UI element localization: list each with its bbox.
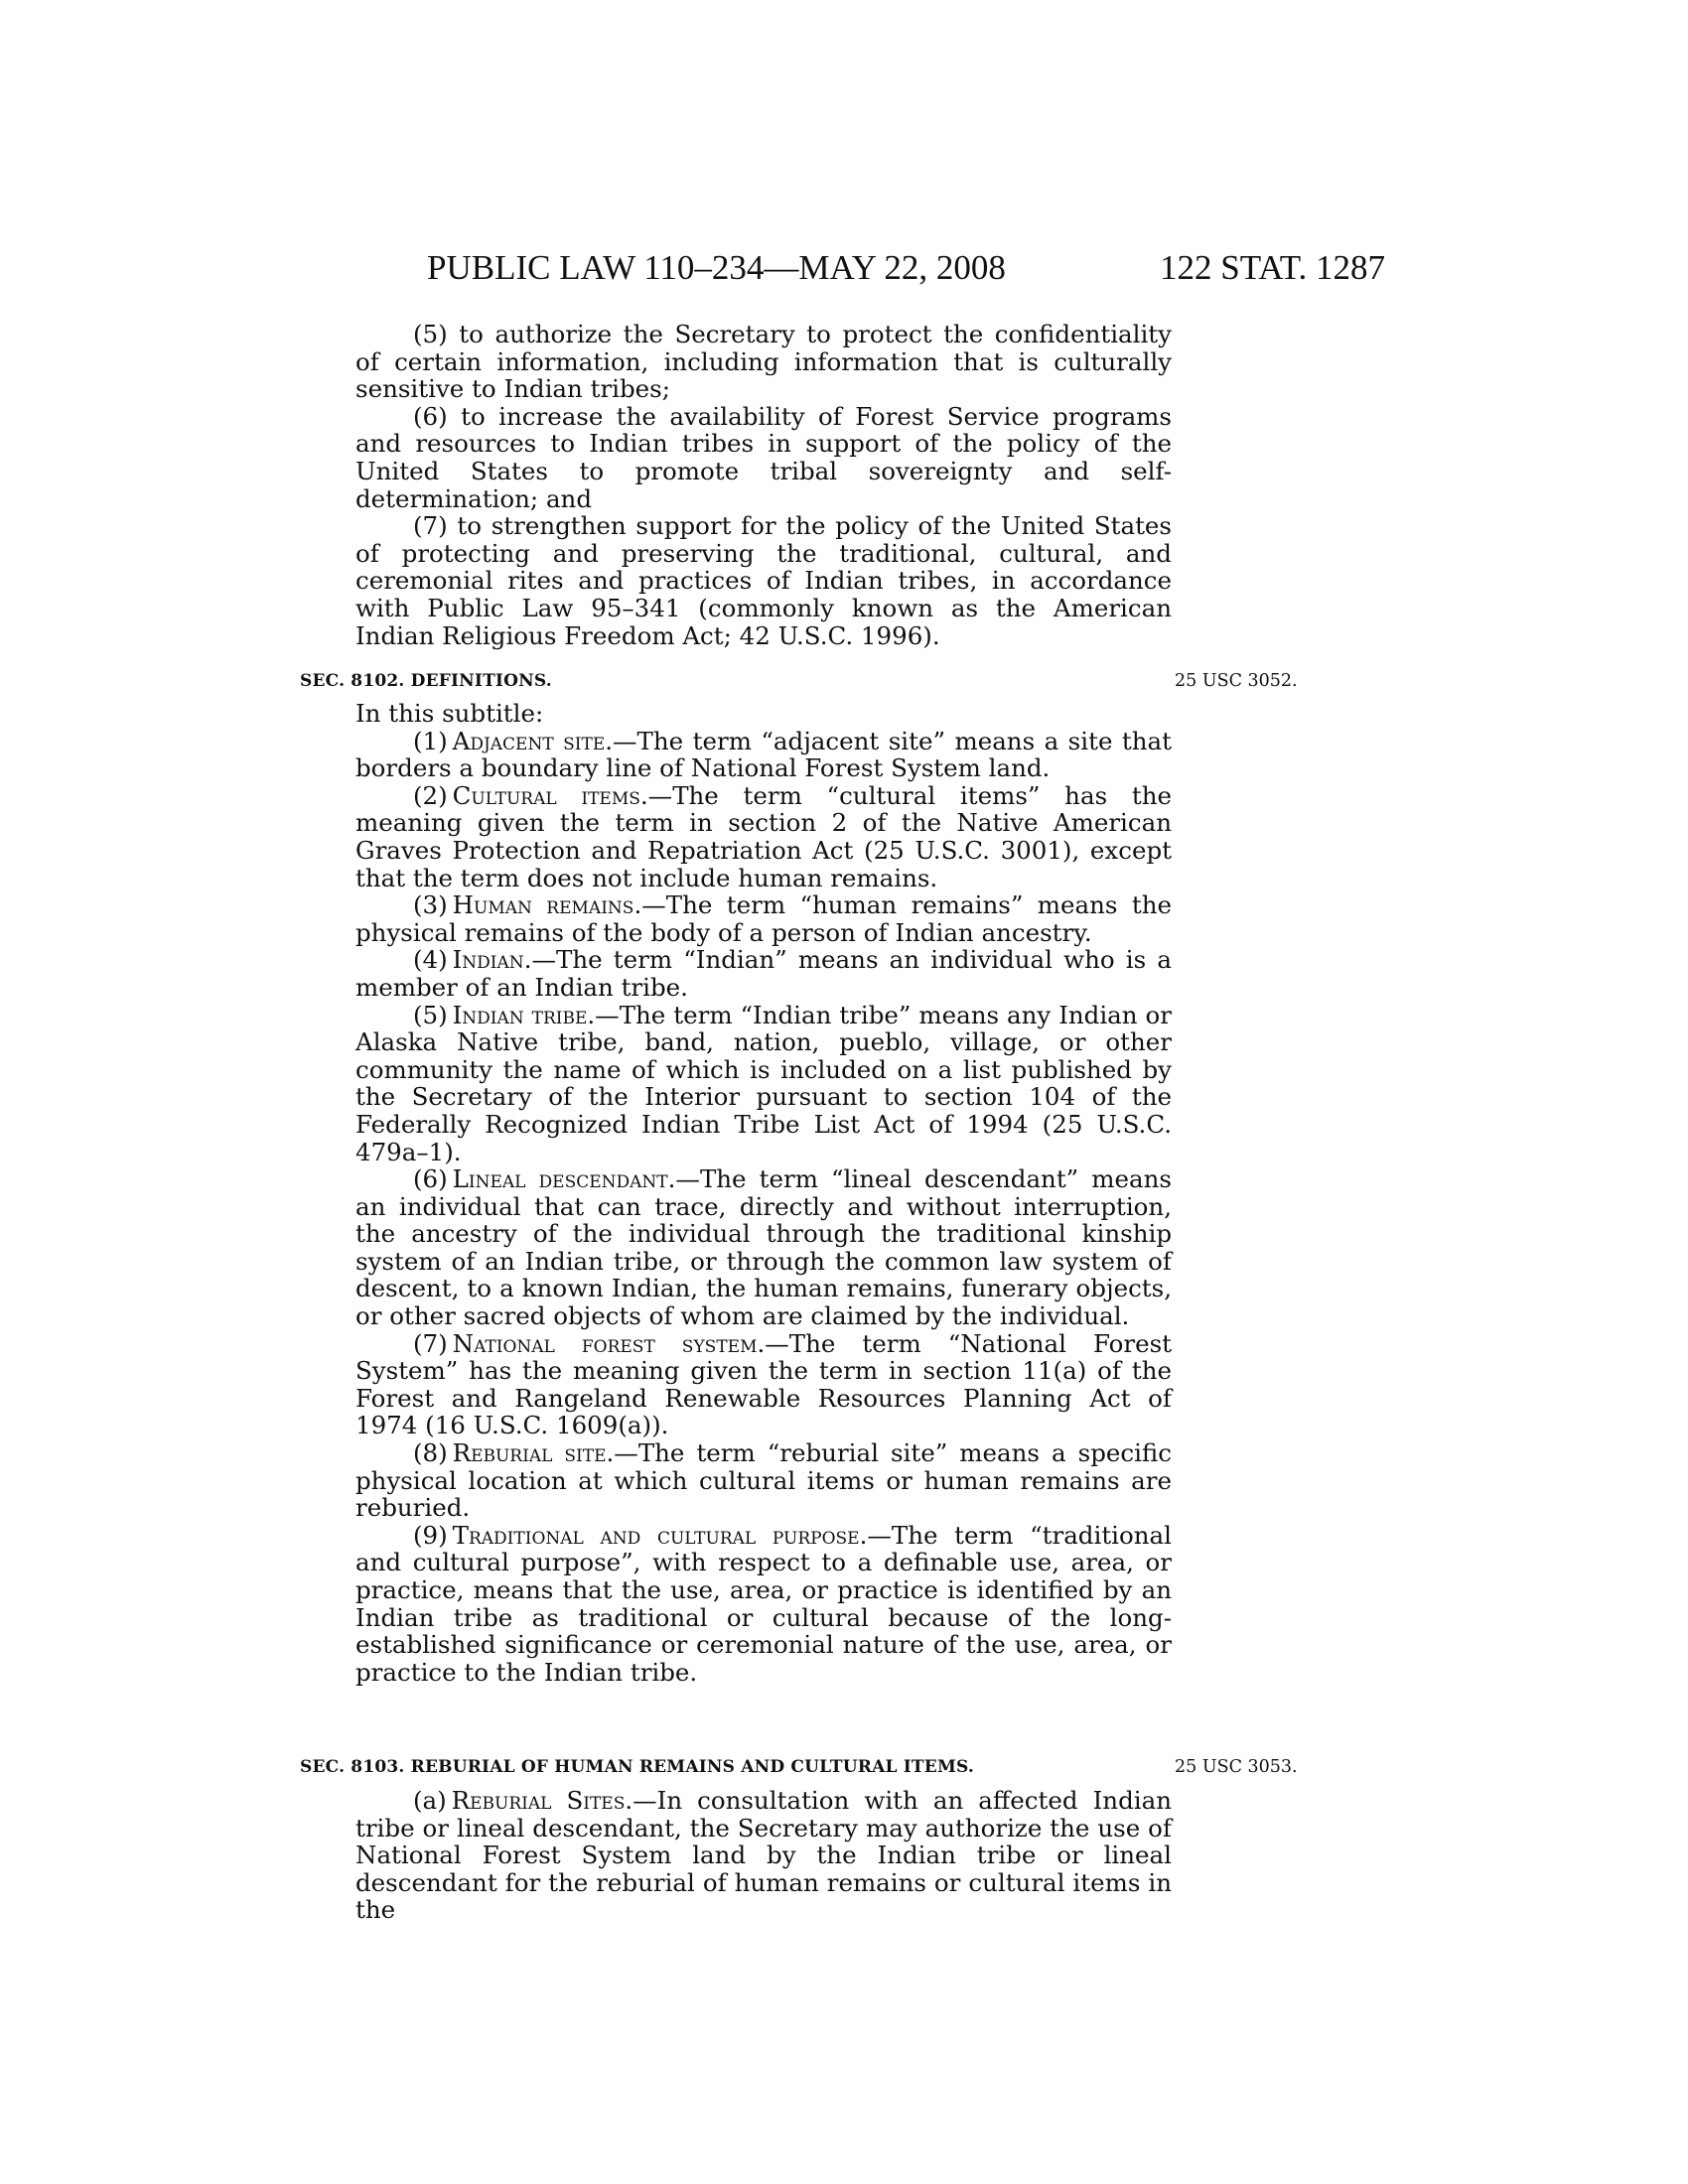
definition-term: Traditional and cultural purpose [452, 1520, 860, 1550]
definition-item: (4) Indian.—The term “Indian” means an individual who is a member of an Indian tribe. [355, 945, 1172, 1002]
definition-item: (3) Human remains.—The term “human remains” means the physical remains of the body of a person of Indian ancestry. [355, 890, 1173, 947]
subsection-a: (a) Reburial Sites.—In consultation with an affected Indian tribe or lineal descendant, the Secretary may authorize the use of National Forest System land by the Indian tribe or lineal descendant for the reburial of human remains or cultural items in the [355, 1786, 1172, 1925]
section-heading-8102: SEC. 8102. DEFINITIONS. [300, 671, 552, 691]
definition-item: (7) National forest system.—The term “National Forest System” has the meaning given the term in section 11(a) of the Forest and Rangeland Renewable Resources Planning Act of 1974 (16 U.S.C. 1609(a)). [355, 1328, 1172, 1440]
public-law-citation: PUBLIC LAW 110–234—MAY 22, 2008 [427, 248, 1006, 287]
margin-note-8103: 25 USC 3053. [1175, 1757, 1298, 1777]
definition-term: Cultural items [452, 780, 640, 810]
definition-item: (5) Indian tribe.—The term “Indian tribe” means any Indian or Alaska Native tribe, band, nation, pueblo, village, or other community the name of which is included on a list published by the Secretary of the Interior pursuant to section 104 of the Federally Recognized Indian Tribe List Act of 1994 (25 U.S.C. 479a–1). [355, 1000, 1172, 1166]
definition-term: Indian tribe [452, 1000, 588, 1029]
definition-item: (6) Lineal descendant.—The term “lineal descendant” means an individual that can trace, directly and without interruption, the ancestry of the individual through the traditional kinship system of an Indian tribe, or through the common law system of descent, to a known Indian, the human remains, funerary objects, or other sacred objects of whom are claimed by the individual. [355, 1164, 1172, 1331]
definition-item: (2) Cultural items.—The term “cultural items” has the meaning given the term in section 2 of the Native American Graves Protection and Repatriation Act (25 U.S.C. 3001), except that the term does not include human remains. [355, 780, 1172, 892]
running-header [427, 246, 1385, 290]
definition-item: (1) Adjacent site.—The term “adjacent site” means a site that borders a boundary line of National Forest System land. [355, 726, 1172, 783]
definition-term: National forest system [452, 1328, 758, 1358]
definition-item: (9) Traditional and cultural purpose.—The term “traditional and cultural purpose”, with respect to a definable use, area, or practice, means that the use, area, or practice is identified by an Indian tribe as traditional or cultural because of the long-established significance or ceremonial nature of the use, area, or practice to the Indian tribe. [355, 1520, 1172, 1687]
purposes-list [355, 321, 1172, 649]
purpose-item: (6) to increase the availability of Forest Service programs and resources to Indian tribes in support of the policy of the United States to promote tribal sovereignty and self-determination; and [355, 401, 1172, 513]
purpose-item: (7) to strengthen support for the policy of the United States of protecting and preserving the traditional, cultural, and ceremonial rites and practices of Indian tribes, in accordance with Public Law 95–341 (commonly known as the American Indian Religious Freedom Act; 42 U.S.C. 1996). [355, 511, 1172, 650]
subtitle-intro: In this subtitle: [355, 699, 544, 728]
definitions-list [355, 700, 1172, 1686]
definition-term: Lineal descendant [452, 1164, 668, 1194]
statute-page-number: 122 STAT. 1287 [1160, 248, 1385, 287]
reburial-sites-paragraph [355, 1787, 1172, 1924]
margin-note-8102: 25 USC 3052. [1175, 671, 1298, 691]
definition-item: (8) Reburial site.—The term “reburial site” means a specific physical location at which cultural items or human remains are reburied. [355, 1438, 1172, 1523]
purpose-item: (5) to authorize the Secretary to protect the confidentiality of certain information, including information that is culturally sensitive to Indian tribes; [355, 320, 1172, 404]
definition-term: Reburial site [452, 1438, 607, 1468]
definition-term: Adjacent site [452, 726, 606, 755]
subsection-term: Reburial Sites [451, 1786, 626, 1815]
definition-term: Indian [452, 945, 524, 975]
section-heading-8103: SEC. 8103. REBURIAL OF HUMAN REMAINS AND CULTURAL ITEMS. [300, 1757, 974, 1777]
definition-term: Human remains [452, 890, 634, 920]
